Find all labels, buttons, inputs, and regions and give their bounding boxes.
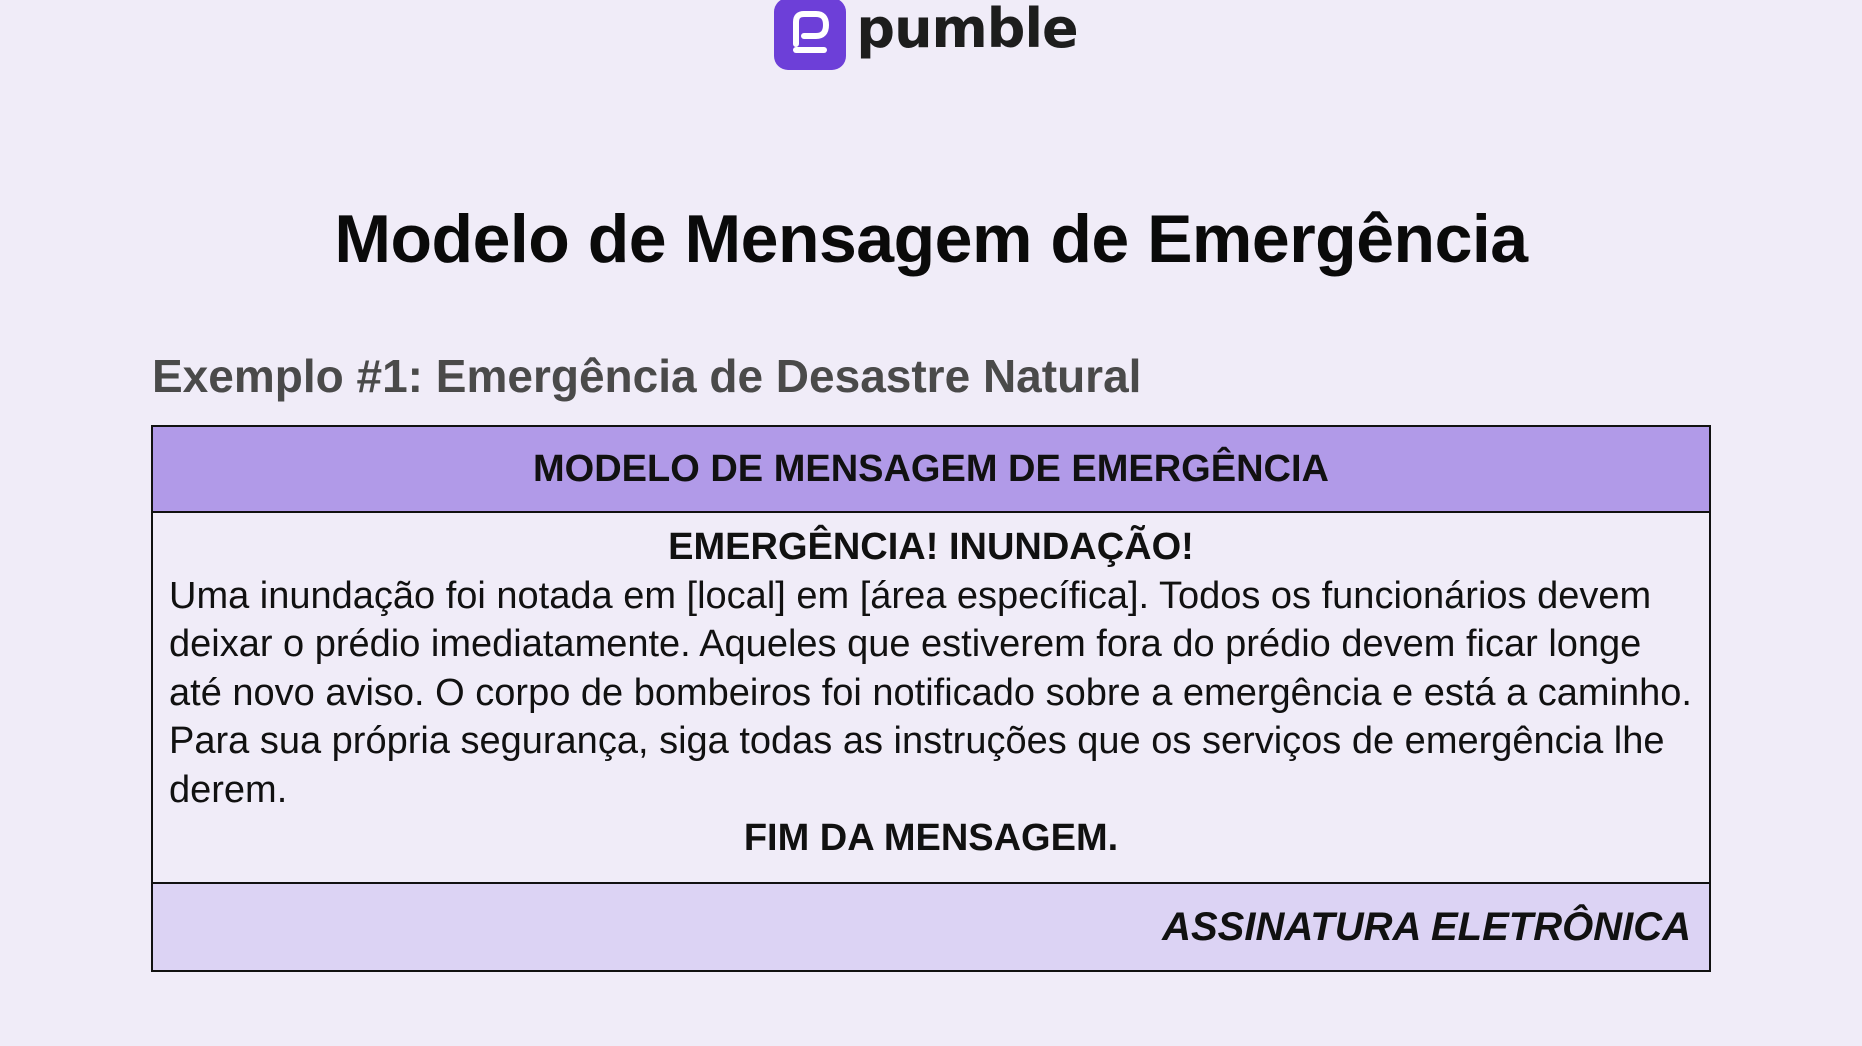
template-body	[153, 513, 1709, 884]
logo	[0, 0, 1862, 72]
pumble-logo-icon	[774, 0, 846, 70]
message-body-text: Uma inundação foi notada em [local] em [área específica]. Todos os funcionários devem deixar o prédio imediatamente. Aqueles que estiverem fora do prédio devem ficar longe até novo aviso. O corpo de bombeiros foi notificado sobre a emergência e está a caminho. Para sua própria segurança, siga todas as instruções que os serviços de emergência lhe derem.	[169, 574, 1692, 811]
message-template-box	[151, 425, 1711, 972]
template-header: MODELO DE MENSAGEM DE EMERGÊNCIA	[153, 427, 1709, 513]
page-title: Modelo de Mensagem de Emergência	[334, 201, 1528, 277]
brand-name: pumble	[856, 0, 1078, 60]
alert-line: EMERGÊNCIA! INUNDAÇÃO!	[668, 526, 1194, 568]
electronic-signature: ASSINATURA ELETRÔNICA	[153, 884, 1709, 970]
example-heading: Exemplo #1: Emergência de Desastre Natural	[152, 350, 1142, 402]
logo-group	[774, 0, 1077, 70]
end-of-message: FIM DA MENSAGEM.	[743, 817, 1119, 859]
